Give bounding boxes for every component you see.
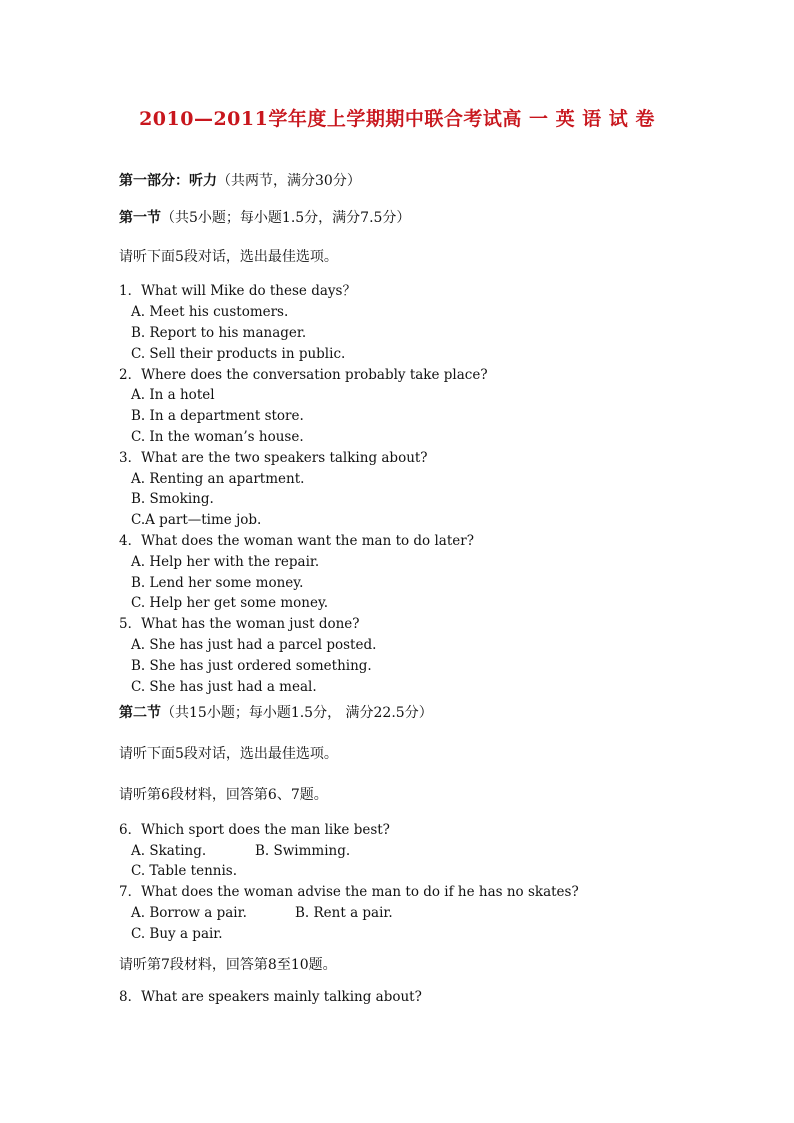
option-row — [119, 841, 739, 862]
part1-heading-bold: 第一部分：听力 — [119, 173, 217, 189]
option-b: B. Lend her some money. — [131, 574, 304, 591]
option-b: B. Report to his manager. — [131, 324, 307, 341]
option-b: B. Rent a pair. — [295, 904, 393, 921]
question-3 — [119, 448, 739, 531]
option-b: B. Smoking. — [131, 491, 214, 508]
section1-heading-rest: （共5小题；每小题1.5分，满分7.5分） — [161, 209, 411, 226]
option-c: C. Buy a pair. — [131, 925, 223, 942]
option-c: C. Table tennis. — [131, 863, 238, 880]
option-a: A. Skating. — [131, 842, 207, 859]
question-4 — [119, 531, 739, 614]
option-c: C. Help her get some money. — [131, 595, 329, 612]
question-text: 7．What does the woman advise the man to do if he has no skates? — [119, 884, 579, 901]
question-text: 4．What does the woman want the man to do later? — [119, 532, 474, 549]
section1-instruction: 请听下面5段对话，选出最佳选项。 — [119, 248, 338, 265]
question-text: 1．What will Mike do these days？ — [119, 283, 356, 300]
question-7 — [119, 882, 739, 944]
material-6-instruction: 请听第6段材料，回答第6、7题。 — [119, 786, 328, 803]
question-text: 3．What are the two speakers talking about? — [119, 449, 428, 466]
section2-heading-rest: （共15小题；每小题1.5分， 满分22.5分） — [161, 705, 433, 722]
question-text: 8．What are speakers mainly talking about? — [119, 989, 422, 1006]
option-row — [119, 903, 739, 924]
option-a: A. Borrow a pair. — [131, 904, 247, 921]
option-a: A. In a hotel — [131, 387, 215, 404]
question-text: 6．Which sport does the man like best? — [119, 821, 390, 838]
section1-heading — [119, 208, 739, 229]
question-text: 5．What has the woman just done? — [119, 616, 360, 633]
exam-content — [119, 171, 739, 1008]
question-6 — [119, 820, 739, 882]
question-8 — [119, 987, 739, 1008]
part1-heading-rest: （共两节，满分30分） — [217, 173, 361, 189]
section2-heading — [119, 703, 739, 724]
section1-questions — [119, 281, 739, 697]
section1-heading-bold: 第一节 — [119, 209, 161, 226]
material-7-instruction: 请听第7段材料，回答第8至10题。 — [119, 956, 337, 973]
option-c: C. In the woman’s house. — [131, 428, 304, 445]
question-5 — [119, 614, 739, 697]
option-a: A. Meet his customers. — [131, 304, 289, 321]
question-1 — [119, 281, 739, 364]
question-2 — [119, 365, 739, 448]
option-b: B. She has just ordered something. — [131, 657, 372, 674]
option-c: C. She has just had a meal. — [131, 678, 317, 695]
option-b: B. Swimming. — [255, 842, 351, 859]
part1-heading — [119, 171, 739, 192]
option-a: A. She has just had a parcel posted. — [131, 636, 377, 653]
option-a: A. Renting an apartment. — [131, 470, 305, 487]
option-c: C. Sell their products in public. — [131, 345, 346, 362]
option-a: A. Help her with the repair. — [131, 553, 320, 570]
option-c: C.A part—time job. — [131, 512, 262, 529]
section2-instruction: 请听下面5段对话，选出最佳选项。 — [119, 746, 338, 763]
exam-title: 2010—2011学年度上学期期中联合考试高 一 英 语 试 卷 — [139, 108, 655, 130]
option-b: B. In a department store. — [131, 408, 304, 425]
section2-heading-bold: 第二节 — [119, 705, 161, 722]
question-text: 2．Where does the conversation probably take place? — [119, 366, 488, 383]
